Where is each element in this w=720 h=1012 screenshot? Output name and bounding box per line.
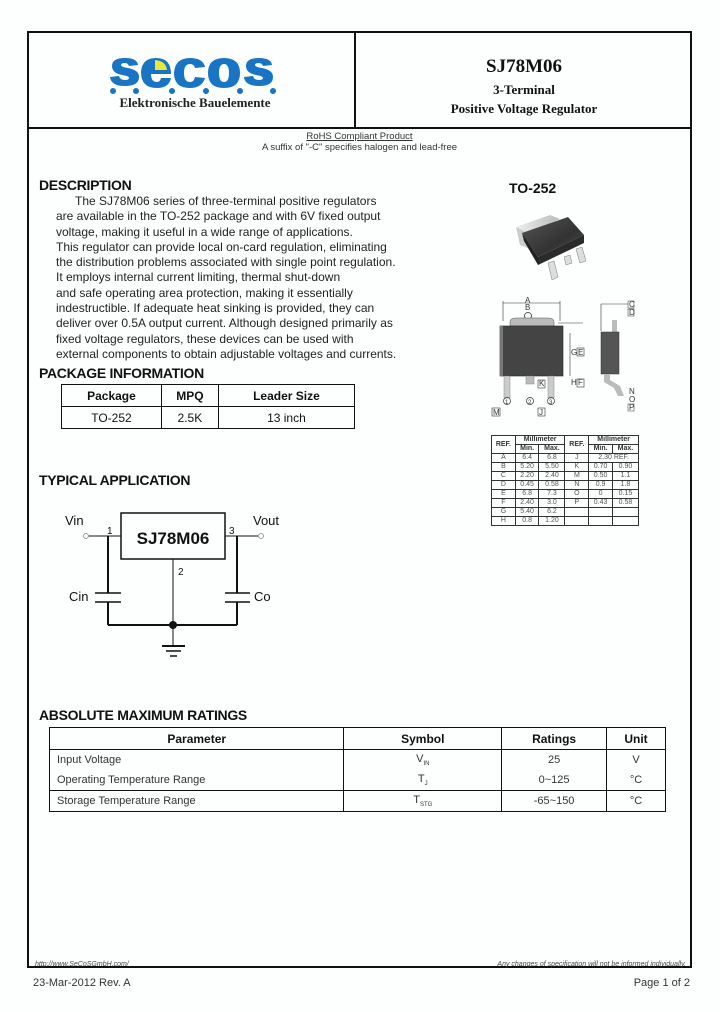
vin-label: Vin [65, 513, 84, 528]
description-heading: DESCRIPTION [39, 177, 132, 193]
dim-max-cell [612, 508, 638, 517]
dim-ref-header: REF. [492, 436, 516, 454]
symbol-cell: $T_J$ [344, 770, 502, 791]
dim-max-cell [612, 517, 638, 526]
svg-text:O: O [629, 395, 636, 404]
svg-text:K: K [539, 379, 545, 388]
dim-ref-cell: O [565, 490, 589, 499]
table-row [62, 407, 355, 429]
svg-text:3: 3 [549, 400, 553, 406]
vout-label: Vout [253, 513, 280, 528]
subtitle-line1: 3-Terminal [493, 82, 555, 97]
svg-text:F: F [578, 378, 583, 387]
package-value: TO-252 [62, 407, 162, 429]
parameter-cell: Operating Temperature Range [50, 770, 344, 791]
parameter-col-header: Parameter [50, 728, 344, 750]
mpq-value: 2.5K [161, 407, 218, 429]
dimensions-table [491, 435, 639, 526]
page-number: Page 1 of 2 [633, 977, 690, 989]
dim-ref-cell: H [492, 517, 516, 526]
parameter-cell: Input Voltage [50, 750, 344, 771]
typical-application-heading: TYPICAL APPLICATION [39, 472, 191, 488]
rohs-line1: RoHS Compliant Product [306, 131, 413, 142]
table-row [492, 472, 639, 481]
dim-min-cell: 0.43 [589, 499, 613, 508]
svg-text:C: C [629, 300, 635, 309]
ratings-col-header: Ratings [502, 728, 607, 750]
unit-cell: °C [607, 791, 666, 812]
dim-max-cell: 6.2 [539, 508, 565, 517]
pin1-label: 1 [107, 526, 113, 537]
dim-max-header: Max. [612, 445, 638, 454]
description-line: external components to obtain adjustable voltages and currents. [56, 346, 397, 361]
table-row [492, 463, 639, 472]
svg-text:2: 2 [528, 400, 532, 406]
svg-text:E: E [578, 348, 584, 357]
rohs-notice [27, 131, 692, 153]
ratings-table [49, 727, 666, 812]
table-row [50, 750, 666, 771]
dim-min-cell: 0.45 [515, 481, 539, 490]
description-line: This regulator can provide local on-card regulation, eliminating [56, 239, 387, 254]
rating-cell: 0~125 [502, 770, 607, 791]
dim-max-cell: 3.0 [539, 499, 565, 508]
svg-text:N: N [629, 387, 635, 396]
dim-max-cell: 0.58 [539, 481, 565, 490]
dim-min-header: Min. [589, 445, 613, 454]
header-divider [27, 127, 692, 129]
unit-cell: V [607, 750, 666, 771]
description-line: the distribution problems associated with single point regulation. [56, 255, 396, 270]
dim-ref-cell: D [492, 481, 516, 490]
dim-ref-cell [565, 517, 589, 526]
footer-notice: Any changes of specification will not be informed individually. [497, 961, 686, 968]
package-image-label: TO-252 [509, 180, 557, 196]
co-label: Co [254, 589, 271, 604]
package-info-table [61, 384, 355, 429]
footer-url[interactable]: http://www.SeCoSGmbH.com/ [35, 961, 129, 968]
description-line: It employs internal current limiting, thermal shut-down [56, 270, 341, 285]
dim-ref-cell: J [565, 454, 589, 463]
package-col-header: Package [62, 385, 162, 407]
dim-ref-cell: C [492, 472, 516, 481]
dim-max-cell: 6.8 [539, 454, 565, 463]
dim-max-cell: 5.50 [539, 463, 565, 472]
leader-size-value: 13 inch [218, 407, 354, 429]
description-line: The SJ78M06 series of three-terminal positive regulators [75, 194, 377, 208]
dim-ref-cell: G [492, 508, 516, 517]
date-revision: 23-Mar-2012 Rev. A [33, 977, 131, 989]
unit-cell: °C [607, 770, 666, 791]
svg-text:H: H [571, 378, 577, 387]
dim-ref-cell [565, 508, 589, 517]
svg-text:M: M [493, 408, 500, 417]
dim-max-cell: 0.90 [612, 463, 638, 472]
to252-dimension-drawing [488, 296, 648, 421]
dim-ref-cell: F [492, 499, 516, 508]
svg-text:P: P [629, 403, 635, 412]
dim-min-cell [589, 508, 613, 517]
dim-min-header: Min. [515, 445, 539, 454]
dim-ref-cell: B [492, 463, 516, 472]
dim-max-cell: 7.3 [539, 490, 565, 499]
leader-size-col-header: Leader Size [218, 385, 354, 407]
dim-min-cell: 0.9 [589, 481, 613, 490]
document-title [356, 56, 692, 117]
dim-max-cell: 1.8 [612, 481, 638, 490]
table-row [50, 791, 666, 812]
dim-max-cell: 2.40 [539, 472, 565, 481]
part-number: SJ78M06 [486, 56, 562, 77]
dim-max-header: Max. [539, 445, 565, 454]
dim-ref-header: REF. [565, 436, 589, 454]
svg-text:B: B [525, 303, 531, 312]
dim-max-cell: 0.15 [612, 490, 638, 499]
dim-min-cell: 6.8 [515, 490, 539, 499]
description-line: are available in the TO-252 package and with 6V fixed output [56, 209, 381, 224]
rohs-line2: A suffix of "-C" specifies halogen and lead-free [261, 142, 458, 153]
dim-min-cell [589, 517, 613, 526]
secos-logo-icon [108, 58, 278, 94]
dim-min-cell: 6.4 [515, 454, 539, 463]
unit-col-header: Unit [607, 728, 666, 750]
package-info-heading: PACKAGE INFORMATION [39, 365, 204, 381]
rating-cell: -65~150 [502, 791, 607, 812]
description-line: indestructible. If adequate heat sinking is provided, they can [56, 301, 375, 316]
table-row [492, 490, 639, 499]
dim-min-cell: 5.20 [515, 463, 539, 472]
dim-min-cell: 2.40 [515, 499, 539, 508]
svg-text:A: A [525, 296, 531, 305]
rating-cell: 25 [502, 750, 607, 771]
symbol-col-header: Symbol [344, 728, 502, 750]
to252-package-image [510, 205, 620, 290]
subtitle-line2: Positive Voltage Regulator [450, 101, 598, 116]
logo-subtitle: Elektronische Bauelemente [119, 95, 271, 110]
description-line: fixed voltage regulators, these devices can be used with [56, 331, 354, 346]
table-row [50, 770, 666, 791]
dim-min-cell: 5.40 [515, 508, 539, 517]
svg-text:J: J [539, 408, 543, 417]
dim-ref-cell: A [492, 454, 516, 463]
dim-ref-cell: K [565, 463, 589, 472]
table-row [492, 481, 639, 490]
table-row [492, 499, 639, 508]
dim-unit-header: Millimeter [589, 436, 639, 445]
ratings-heading: ABSOLUTE MAXIMUM RATINGS [39, 707, 247, 723]
dim-max-cell: 1.20 [539, 517, 565, 526]
dim-max-cell: 1.1 [612, 472, 638, 481]
dim-min-cell: 0 [589, 490, 613, 499]
svg-text:D: D [629, 308, 635, 317]
description-line: and safe operating area protection, making it essentially [56, 285, 353, 300]
dim-ref-cell: P [565, 499, 589, 508]
typical-application-circuit [55, 505, 295, 675]
pin2-label: 2 [178, 567, 184, 578]
dim-ref-cell: E [492, 490, 516, 499]
table-row [492, 517, 639, 526]
table-row [492, 454, 639, 463]
dim-min-cell: 0.8 [515, 517, 539, 526]
dim-max-cell: 0.58 [612, 499, 638, 508]
dim-ref-value-cell: 2.30 REF. [589, 454, 639, 463]
dim-min-cell: 2.20 [515, 472, 539, 481]
svg-text:G: G [571, 348, 578, 357]
description-line: deliver over 0.5A output current. Although designed primarily as [56, 316, 393, 331]
dim-unit-header: Millimeter [515, 436, 565, 445]
dim-ref-cell: M [565, 472, 589, 481]
table-row [492, 508, 639, 517]
dim-min-cell: 0.50 [589, 472, 613, 481]
description-line: voltage, making it useful in a wide range of applications. [56, 224, 353, 239]
description-body [56, 194, 406, 362]
symbol-cell: $V_{IN}$ [344, 750, 502, 771]
parameter-cell: Storage Temperature Range [50, 791, 344, 812]
dim-ref-cell: N [565, 481, 589, 490]
mpq-col-header: MPQ [161, 385, 218, 407]
pin3-label: 3 [229, 526, 235, 537]
chip-label: SJ78M06 [136, 529, 210, 548]
cin-label: Cin [69, 589, 89, 604]
svg-text:1: 1 [505, 400, 509, 406]
dim-min-cell: 0.70 [589, 463, 613, 472]
symbol-cell: $T_{STG}$ [344, 791, 502, 812]
